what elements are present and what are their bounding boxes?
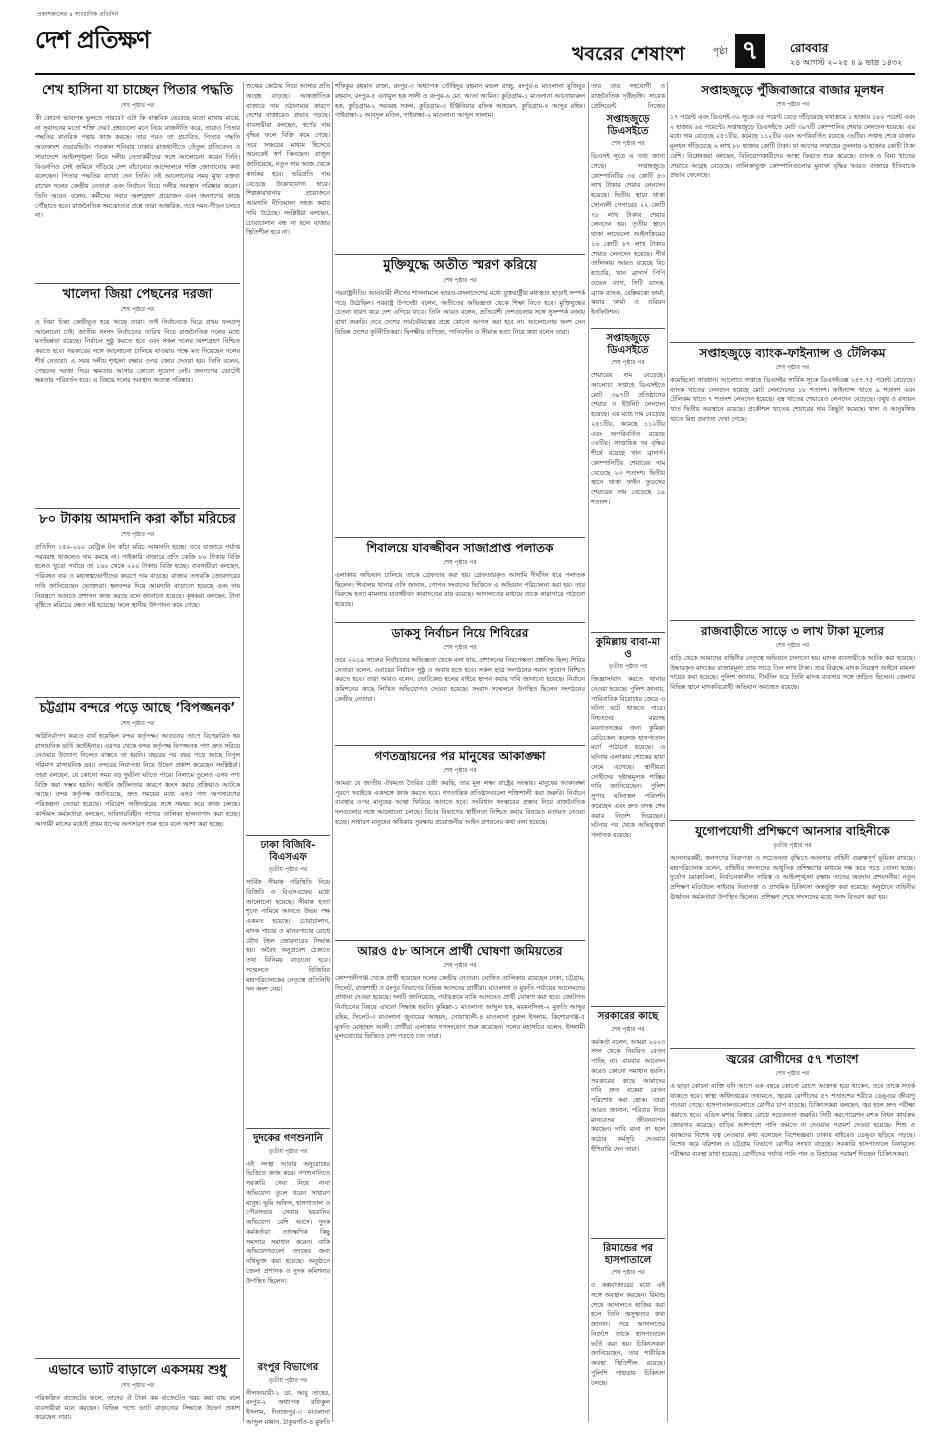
story-body: শুল্কের কোঠায় নিয়ে আসার প্রতি আগ্রহ বাড়ছে। আন্তর্জাতিক বাজারে দাম ওঠানামার কারণে দেশের বাজারেও প্রভাব পড়ছে। ব্যবসায়ীরা বলছেন, স্বর্ণের দাম বৃদ্ধির ফলে বিক্রি কমে গেছে। তবে সঞ্চয়ের মাধ্যম হিসেবে অনেকেই স্বর্ণ কিনছেন। বাজুস জানিয়েছে, নতুন দাম আজ থেকে কার্যকর হবে। ভরিপ্রতি দাম বেড়েছে উল্লেখযোগ্য হারে। শিল্পকারখানার প্রয়োজনে আমদানি নীতিমালা সহজ করার দাবি উঠেছে। সংশ্লিষ্টরা বলছেন, চোরাচালান বন্ধ না হলে বাজার স্থিতিশীল হবে না।	[246, 83, 330, 237]
section-title: খবরের শেষাংশ	[572, 43, 685, 65]
story-headline: দুদকের গণশুনানি	[253, 1133, 323, 1144]
story-dhaka-bgb	[246, 838, 330, 1128]
story-divider	[35, 1358, 240, 1359]
story-divider	[35, 697, 240, 698]
story-headline: ৮০ টাকায় আমদানি করা কাঁচা মরিচের	[39, 512, 236, 527]
story-ctg-port	[35, 700, 240, 1355]
story-candidates	[335, 943, 585, 1428]
story-headline: শেখ হাসিনা যা চাচ্ছেন পিতার পদ্ধতি	[42, 83, 233, 98]
story-body: কর্মকর্তা বলেন, আমরা ২০২৩ সাল থেকে নিয়মিত বেতন পাচ্ছি না। বারবার আবেদন করেও কোনো সমাধান হয়নি। সরকারের কাছে আমাদের দাবি দ্রুত বকেয়া বেতন পরিশোধ করা হোক। তারা আরও জানান, পরিবার নিয়ে মানবেতর জীবনযাপন করছেন। দাবি মানা না হলে কঠোর কর্মসূচি দেওয়ার হুঁশিয়ারি দেন তারা।	[591, 1038, 665, 1153]
story-body: ও কক্সবাজারের মধ্যে এই সঙ্গে অবস্থান করছেন। রিমান্ড শেষে আদালতে হাজির করা হলে তিনি অসুস্থতার কথা জানান। পরে আদালতের নির্দেশে তাকে হাসপাতালে ভর্তি করা হয়। চিকিৎসকরা জানিয়েছেন, তার শারীরিক অবস্থা স্থিতিশীল রয়েছে। পুলিশি পাহারায় চিকিৎসা চলছে।	[591, 1282, 665, 1387]
story-body: তবে ২০১৯ সালের নির্বাচনের অভিজ্ঞতা থেকে বলা যায়, প্রশাসনের নিরপেক্ষতা প্রশ্নবিদ্ধ ছিল। শিবির নেতারা বলেন, এবারের নির্বাচন সুষ্ঠু ও অবাধ হতে হবে। সকল ছাত্র সংগঠনের সমান সুযোগ নিশ্চিত করতে হবে। তারা আরও বলেন, ভোটকেন্দ্র হলের বাইরে স্থাপন করার দাবি জানানো হয়েছে। নির্বাচন কমিশনের কাছে লিখিত অভিযোগও দেওয়া হয়েছে। সংবাদ সম্মেলনে উপস্থিত ছিলেন সংগঠনের কেন্দ্রীয় নেতারা।	[335, 656, 585, 703]
story-divider	[670, 620, 915, 621]
story-body: আমরা যে জাতীয় ঐকমত্য তৈরির চেষ্টা করছি, তার মূল লক্ষ্য রাষ্ট্রের সংস্কার। মানুষের আকাঙ্ক্ষা পূরণে সবাইকে একসঙ্গে কাজ করতে হবে। গণতান্ত্রিক প্রতিষ্ঠানগুলো শক্তিশালী করা জরুরি। নির্বাচন ব্যবস্থার ওপর মানুষের আস্থা ফিরিয়ে আনতে হবে। সংবিধান সংস্কারের প্রস্তাব নিয়ে রাজনৈতিক দলগুলোর সঙ্গে আলোচনা চলছে। বিচার বিভাগের স্বাধীনতা নিশ্চিত করার বিষয়েও মতামত নেওয়া হচ্ছে। সাধারণ মানুষের অধিকার সুরক্ষায় প্রয়োজনীয় আইন প্রণয়নের কথা বলা হয়েছে।	[335, 779, 585, 826]
story-divider	[35, 283, 240, 284]
story-headline: সপ্তাহজুড়ে ডিএসইতে	[606, 114, 650, 137]
story-headline: চট্টগ্রাম বন্দরে পড়ে আছে ‘বিপজ্জনক’	[39, 701, 236, 716]
story-dateline: তৃতীয় পৃষ্ঠার পর	[268, 866, 308, 873]
story-dateline: শেষ পৃষ্ঠার পর	[120, 530, 155, 538]
story-dateline: শেষ পৃষ্ঠার পর	[443, 276, 477, 284]
masthead	[0, 0, 945, 80]
story-dateline: শেষ পৃষ্ঠার পর	[443, 766, 477, 774]
story-body: কোম্পানীগঞ্জ থেকে প্রার্থী হয়েছেন দলের কেন্দ্রীয় নেতারা। ঘোষিত তালিকায় রয়েছেন ঢাকা, চট্টগ্রাম, সিলেট, রাজশাহী ও রংপুর বিভাগের বিভিন্ন আসনের প্রার্থীরা। মাওলানা ও মুফতি পর্যায়ের আলেমদের প্রাধান্য দেওয়া হয়েছে। দলটি জানিয়েছে, পর্যায়ক্রমে বাকি আসনেও প্রার্থী ঘোষণা করা হবে। জোটগত নির্বাচনের বিষয়ে এখনো সিদ্ধান্ত হয়নি। কুমিল্লা-১ মাওলানা আব্দুল হক, ময়মনসিংহ-২ মুফতি আব্দুর রহিম, সিলেট-৩ মাওলানা জুবায়ের আহমদ, নোয়াখালী-৪ মাওলানা নুরুল ইসলাম, কিশোরগঞ্জ-৫ মুফতি মোহাম্মদ আলী। প্রার্থীরা এলাকায় গণসংযোগ শুরু করেছেন। দলের মহাসচিব বলেন, ইসলামী মূল্যবোধের ভিত্তিতে দেশ গড়তে চান তারা।	[335, 974, 585, 1041]
story-comilla	[591, 635, 665, 1005]
story-dateline: তৃতীয় পৃষ্ঠার পর	[268, 1376, 308, 1384]
story-sampad	[670, 82, 915, 342]
story-body: সার্বিক সীমান্ত পরিস্থিতি নিয়ে বিজিবি ও বিএসএফের মধ্যে আলোচনা হয়েছে। সীমান্ত হত্যা শূন্যে নামিয়ে আনতে উভয় পক্ষ একমত হয়েছে। চোরাচালান, মাদক পাচার ও মানবপাচার রোধে যৌথ টহল জোরদারের সিদ্ধান্ত হয়। অবৈধ অনুপ্রবেশ ঠেকাতে তথ্য বিনিময় বাড়ানো হবে। সম্মেলনে বিজিবির মহাপরিচালকের নেতৃত্বে প্রতিনিধি দল অংশ নেয়।	[246, 879, 330, 994]
story-body: পররাষ্ট্রনীতি। আওয়ামী লীগের শাসনামলে ভারত-বাংলাদেশের মধ্যে যুক্তরাষ্ট্রীয় মধ্যস্থতা ছাড়াই সম্পর্ক গড়ে উঠেছিল। পররাষ্ট্র উপদেষ্টা বলেন, অতীতের অভিজ্ঞতা থেকে শিক্ষা নিতে হবে। মুক্তিযুদ্ধের চেতনা ধারণ করে দেশ এগিয়ে যাবে। তিনি আরও বলেন, প্রতিবেশী দেশগুলোর সঙ্গে সুসম্পর্ক বজায় রাখা জরুরি। তবে দেশের সার্বভৌমত্বের প্রশ্নে কোনো আপস করা হবে না। আলোচনায় অংশ নেন বিভিন্ন দেশের কূটনীতিকরা। দ্বিপক্ষীয় বাণিজ্য, পানিবণ্টন ও সীমান্ত হত্যা নিয়ে কথা বলেন তারা।	[335, 289, 585, 336]
column-divider	[588, 82, 589, 1422]
story-headline: রাজবাড়ীতে সাড়ে ৩ লাখ টাকা মূল্যের	[701, 624, 884, 638]
column-divider	[243, 82, 244, 1422]
story-body: কী কোনো ভাবাপন্ন ভুলতে পারবে? এটা কি বাস্তবিক ভেবেছে মতো মাথায় মাঝে, না সুবাদনের মতো শক্তি দেয়? প্রশ্নগুলো মনে নিয়ে রাজনীতি করে, তারাও পিতার পদ্ধতির মানবিক পন্থায় কাজ করছে। তার পরও তা প্রচারিত, পিতার পদ্ধতি অনেকাংশ ওভারভিউ। গতকাল শনিবার ঢাকার রাজধানীতে তেঁতুল প্রতিবেদন ও সারাদেশে আইনশৃঙ্খলা নিয়ে দলীয় নেতাকর্মীদের সঙ্গে আলোচনা করেন তিনি। বিএনপিও সেই জমিনে দাঁড়িয়ে দেশ বাঁচানোর আন্দোলনে শক্তি জোগানোর কথা বলেছেন। পিতার পদ্ধতির ব্যাখ্যা দেন তিনি। ওই আলোচনার সময় মুখ্য বক্তব্য রাখেন দলের কেন্দ্রীয় নেতারা এবং নির্বাচন নিয়ে দলীয় অবস্থান পরিষ্কার করেন। তিনি আরও বলেন, কর্মীদের সবার অংশগ্রহণ প্রয়োজন এবং জনগণের কাছে পৌঁছাতে হবে। রাজনৈতিক সমঝোতার প্রশ্নে তারা আন্তরিক, তবে দমন-পীড়ন চলবে না।	[35, 114, 240, 220]
story-headline: যুগোপযোগী প্রশিক্ষণে আনসার বাহিনীকে	[695, 824, 890, 838]
story-headline: আরও ৫৮ আসনে প্রার্থী ঘোষণা জমিয়তের	[357, 944, 563, 958]
story-dateline: তৃতীয় পৃষ্ঠার পর	[608, 663, 648, 670]
story-body: কমেছিলো সাবধান। আলোচ্য সপ্তাহে ডিএসইর সার্বিক সূচক ডিএসইএক্স ১৪৭.৭৫ পয়েন্ট বেড়েছে। ব্যাংক খাতের লেনদেন হয়েছে মোট লেনদেনের ১৮ শতাংশ। ফাইন্যান্স খাতে ৯ শতাংশ এবং টেলিকম খাতে ৭ শতাংশ লেনদেন হয়েছে। বস্ত্র খাতের শেয়ারেও লেনদেন বেড়েছে। ওষুধ ও রসায়ন খাত দ্বিতীয় অবস্থানে রয়েছে। প্রকৌশল খাতের শেয়ারের দাম কিছুটা কমেছে। খাদ্য ও আনুষঙ্গিক খাতে মিশ্র প্রবণতা দেখা গেছে।	[670, 376, 915, 423]
story-divider	[670, 342, 915, 343]
story-gonotontro	[335, 748, 585, 938]
story-headline: রিমান্ডের পর হাসপাতালে	[602, 1243, 654, 1266]
story-dateline: শেষ পৃষ্ঠার পর	[120, 101, 155, 109]
story-headline: কুমিল্লায় বাবা-মা ও	[595, 637, 661, 660]
story-dateline: শেষ পৃষ্ঠার পর	[775, 1069, 810, 1077]
story-divider	[670, 1048, 915, 1049]
story-headline: সরকারের কাছে	[597, 1011, 659, 1022]
newspaper-logo: দেশ প্রতিক্ষণ	[35, 26, 150, 54]
story-rajbari	[670, 623, 915, 820]
story-divider	[335, 254, 585, 255]
story-body: নীলফামারী-১ ডা. আবু তাহের, রংপুর-২ অধ্যাপক রফিকুল ইসলাম, দিনাজপুর-৩ মাওলানা আব্দুল মান্নান, ঠাকুরগাঁও-৪ মুফতি	[246, 1389, 330, 1426]
story-divider	[591, 1238, 665, 1239]
story-muktijuddho	[335, 257, 585, 535]
story-body: ডিএসই সূত্রে এ তথ্য জানা গেছে। সপ্তাহজুড়ে কোম্পানিটির ৩৫ কোটি ৫৩ লাখ টাকার শেয়ার লেনদেন হয়েছে। দ্বিতীয় স্থানে থাকা সোনালী পেপারের ২২ কোটি ৭৮ লাখ টাকার শেয়ার লেনদেন হয়। তৃতীয় স্থানে থাকা লাভেলো আইসক্রিমের ১৬ কোটি ৮৭ লাখ টাকার শেয়ার লেনদেন হয়েছে। শীর্ষ তালিকায় আরও রয়েছে বিচ হ্যাচারি, খান ব্রাদার্স পিপি ওভেন ব্যাগ, সিটি ব্যাংক, ব্র্যাক ব্যাংক, বেক্সিমকো ফার্মা, স্কয়ার ফার্মা ও ওরিয়ন ইনফিউশন।	[591, 153, 665, 316]
story-dateline: শেষ পৃষ্ঠার পর	[611, 359, 645, 366]
story-divider	[591, 1006, 665, 1007]
story-divider	[591, 328, 665, 329]
issue-date: ২৪ আগস্ট ২০২৫ ॥ ৯ ভাদ্র ১৪৩২	[790, 58, 903, 67]
story-body: ও নিয়া চিন্তা কেন্দ্রীভূত হয়ে আছে তারা। তাই নির্বাচনকে ঘিরে প্রথম ফলপ্রসূ আলোচনা চাই। জাতীয় সংসদ নির্বাচনের তারিখ নিয়ে রাজনৈতিক দলের মধ্যে মতভিন্নতা রয়েছে। নির্বাচন সুষ্ঠু করতে হবে এবং সকল দলের অংশগ্রহণ নিশ্চিত করতে হবে। সরকারের সঙ্গে আলোচনা চালিয়ে যাওয়ার পক্ষে মত দিয়েছেন দলের শীর্ষ নেতারা। এ সময় দলীয় শৃঙ্খলা রক্ষার ওপর জোর দেওয়া হয়। তিনি বলেন, পেছনের দরজা দিয়ে ক্ষমতায় আসার কোনো সুযোগ নেই। জনগণের ভোটেই ক্ষমতার পরিবর্তন হবে। এ বিষয়ে দলের অবস্থান অত্যন্ত পরিষ্কার।	[35, 318, 240, 385]
story-divider	[335, 745, 585, 746]
story-dateline: শেষ পৃষ্ঠার পর	[120, 1381, 155, 1389]
story-body: শফিকুর রহমান রাজা, রংপুর-৩ অধ্যাপক তৌহিদুর রহমান মন্ডল রাজু, রংপুর-৪ মাওলানা মুজিবুর রহমান, রংপুর-৫ এনামুল হক সালী ও রংপুর-৬ মো. আতা আমিন। কুড়িগ্রাম-১ মাওলানা আনোয়ারুল হক, কুড়িগ্রাম-২ সরবরহ সকল, কুড়িগ্রাম-৩ ইঞ্জিনিয়ার রফিক আহমেদ, কুড়িগ্রাম-৪ আব্দুর রহিম। গাইবান্ধা-১ আবদুল মতিন, গাইবান্ধা-২ মাওলানা আব্দুস সালাম।	[335, 83, 585, 120]
story-headline: গণতন্ত্রায়নের পর মানুষের আকাঙ্ক্ষা	[374, 749, 546, 763]
story-headline: এভাবে ভ্যাট বাড়ালে একসময় শুধু	[48, 1363, 227, 1378]
story-body: পরিকল্পিত বাজেটের ফলে, তাদের ঐ টাকা কম বাজেটেও খরচ করা যায় বলে ব্যবসায়ীরা মনে করছেন। বিভিন্ন পণ্যে ভ্যাট বাড়ানোর সিদ্ধান্তে উদ্বেগ প্রকাশ করেছেন তারা।	[35, 1394, 240, 1422]
story-body: এ ছাড়া কোনো ব্যক্তি যদি আগে এক বছরে কোনো রোগে আক্রান্ত হয়ে থাকেন, তবে তাকে সতর্ক থাকতে হবে। স্বাস্থ্য অধিদপ্তরের তথ্যমতে, জ্বরের রোগীদের ৫৭ শতাংশের শরীরে ডেঙ্গুর জীবাণু পাওয়া গেছে। হাসপাতালগুলোতে রোগীর চাপ বাড়ছে। চিকিৎসকরা বলছেন, জ্বর হলে দ্রুত পরীক্ষা করাতে হবে। এডিস মশার বিস্তার রোধে সচেতনতা জরুরি। সিটি করপোরেশন মশক নিধন কার্যক্রম জোরদার করেছে। বাড়ির আশপাশে পানি জমতে না দেওয়ার পরামর্শ দেওয়া হয়েছে। শিশু ও বয়স্কদের বিশেষ যত্ন নেওয়ার কথা বলেছেন বিশেষজ্ঞরা। ঢাকার বাইরেও ডেঙ্গু ছড়িয়ে পড়ছে। বিশেষ করে বরিশাল ও চট্টগ্রাম বিভাগে রোগীর সংখ্যা বাড়ছে। সরকারি হাসপাতালে বিনামূল্যে পরীক্ষার ব্যবস্থা রাখা হয়েছে। রোগীদের পর্যাপ্ত পানি পান ও বিশ্রামের পরামর্শ দিচ্ছেন চিকিৎসকরা।	[670, 1082, 915, 1159]
story-divider	[246, 1128, 330, 1129]
story-divider	[35, 508, 240, 509]
story-headline: ঢাকা বিজিবি-বিএসএফ	[260, 840, 316, 863]
story-headline: শিবালয়ে যাবজ্জীবন সাজাপ্রাপ্ত পলাতক	[366, 541, 554, 555]
story-bank	[670, 345, 915, 620]
masthead-tagline: প্রকাশকালের ৪ সাংবাদিক প্রতিদিন	[37, 11, 119, 18]
story-dateline: শেষ পৃষ্ঠার পর	[611, 1025, 645, 1033]
story-body: বাড়ি থেকে আমাদের বাহিনীর নেতৃত্বে অভিযান চালানো হয়। মাদক ব্যবসায়ীকে আটক করা হয়েছে। উদ্ধারকৃত মাদকের বাজারমূল্য প্রায় সাড়ে তিন লাখ টাকা। তার বিরুদ্ধে মাদক নিয়ন্ত্রণ আইনে মামলা দায়ের করা হয়েছে। পুলিশ জানায়, দীর্ঘদিন ধরে তিনি মাদক ব্যবসার সঙ্গে জড়িত ছিলেন। জেলার বিভিন্ন স্থানে মাদকবিরোধী অভিযান অব্যাহত রয়েছে।	[670, 654, 915, 692]
page-label: পৃষ্ঠা	[713, 47, 728, 57]
column-divider	[667, 82, 668, 1422]
story-body: অগ্নিনির্বাপণ করতে ব্যর্থ হয়েছিল বন্দর কর্তৃপক্ষ। আগুনের তাপে বিস্ফোরিত হয় রাসায়নিক ভর্তি কন্টেইনার। এরপর থেকে বন্দর কর্তৃপক্ষ বিপজ্জনক পণ্য দ্রুত সরিয়ে নেওয়ার উদ্যোগ নিলেও বাস্তবে তা হয়নি। বছরের পর বছর পড়ে আছে বিপুল পরিমাণ রাসায়নিক দ্রব্য। বন্দরের নিরাপত্তা নিয়ে উদ্বেগ প্রকাশ করেছেন সংশ্লিষ্টরা। তারা বলছেন, যে কোনো সময় বড় দুর্ঘটনা ঘটতে পারে। নিলামে তুলেও এসব পণ্য বিক্রি করা সম্ভব হয়নি। আইনি জটিলতার কারণে ধ্বংস করার প্রক্রিয়াও আটকে আছে। বন্দর কর্তৃপক্ষ জানিয়েছে, দ্রুত সময়ের মধ্যে এসব পণ্য অপসারণের পরিকল্পনা নেওয়া হয়েছে। পরিবেশ অধিদপ্তরের সঙ্গে সমন্বয় করে কাজ চলছে। কাস্টমস কর্মকর্তারা বলছেন, দাবিদারবিহীন পণ্যের তালিকা হালনাগাদ করা হচ্ছে। আগামী মাসের মধ্যেই প্রথম ধাপের অপসারণ শুরু হবে বলে আশা করা হচ্ছে।	[35, 732, 240, 828]
masthead-rule	[35, 73, 915, 75]
story-dateline: শেষ পৃষ্ঠার পর	[120, 305, 155, 313]
issue-day: রোববার	[790, 41, 829, 55]
story-sarkar	[591, 1009, 665, 1237]
story-khaleda	[35, 286, 240, 506]
column-divider	[332, 82, 333, 1422]
story-dateline: শেষ পৃষ্ঠার পর	[443, 643, 477, 651]
story-dateline: শেষ পৃষ্ঠার পর	[120, 719, 155, 727]
story-dakshu	[335, 625, 585, 743]
story-headline: জ্বরের রোগীদের ৫৭ শতাংশ	[726, 1052, 859, 1066]
story-shibalay	[335, 540, 585, 620]
story-dateline: তৃতীয় পৃষ্ঠার পর	[773, 841, 812, 849]
story-ansar	[670, 823, 915, 1048]
story-divider	[335, 622, 585, 623]
story-onion	[35, 511, 240, 696]
story-body: আনসারকর্মী, জনগণের নিরাপত্তা ও সচেতনতা বৃদ্ধিতে আনসার বাহিনী গুরুত্বপূর্ণ ভূমিকা রাখছে। মহাপরিচালক বলেন, বাহিনীর সদস্যদের আধুনিক প্রশিক্ষণের মাধ্যমে দক্ষ করে গড়ে তোলা হচ্ছে। দুর্যোগ মোকাবিলা, নির্বাচনকালীন দায়িত্ব ও আইনশৃঙ্খলা রক্ষায় তাদের অবদান প্রশংসনীয়। নতুন প্রশিক্ষণ মডিউলে সাইবার নিরাপত্তা ও প্রাথমিক চিকিৎসা অন্তর্ভুক্ত করা হয়েছে। অনুষ্ঠানে বাহিনীর ঊর্ধ্বতন কর্মকর্তারা উপস্থিত ছিলেন। প্রশিক্ষণ শেষে সদস্যদের মধ্যে সনদ বিতরণ করা হয়।	[670, 854, 915, 901]
story-dateline: তৃতীয় পৃষ্ঠার পর	[268, 1147, 308, 1155]
story-dateline: শেষ পৃষ্ঠার পর	[611, 140, 645, 147]
story-divider	[591, 632, 665, 633]
story-dateline: শেষ পৃষ্ঠার পর	[611, 1269, 645, 1276]
story-dateline: শেষ পৃষ্ঠার পর	[775, 363, 810, 371]
story-headline: ডাকসু নির্বাচন নিয়ে শিবিরের	[391, 626, 529, 640]
story-gold-continued	[246, 82, 330, 832]
page-number: ৭	[735, 34, 765, 68]
story-body: ১৭ পয়েন্ট এবং ডিএসই-৩০ সূচক ৩৫ পয়েন্ট বেড়ে দাঁড়িয়েছে যথাক্রমে ১ হাজার ১৮০ পয়েন্ট এবং ২ হাজার ৬৫ পয়েন্টে। সপ্তাহজুড়ে ডিএসইতে মোট ৩৯৭টি কোম্পানির শেয়ার লেনদেন হয়েছে। এর মধ্যে দাম বেড়েছে ২৫১টির, কমেছে ১১২টির এবং অপরিবর্তিত রয়েছে ৩৪টির। সপ্তাহ শেষে বাজার মূলধন দাঁড়িয়েছে ৬ লাখ ৮৮ হাজার কোটি টাকা। যা আগের সপ্তাহের তুলনায় ৬ হাজার কোটি টাকা বেশি। বিশ্লেষকরা বলছেন, বিনিয়োগকারীদের আস্থা ফিরতে শুরু করেছে। ব্যাংক ও বিমা খাতের শেয়ারে আগ্রহ বেড়েছে। তালিকাভুক্ত কোম্পানিগুলোর মুনাফা বৃদ্ধির খবরও বাজারে ইতিবাচক প্রভাব ফেলেছে।	[670, 113, 915, 180]
story-hasina	[35, 82, 240, 282]
story-dateline: শেষ পৃষ্ঠার পর	[443, 961, 477, 969]
story-rishad	[591, 1241, 665, 1427]
story-divider	[246, 835, 330, 836]
story-headline: সপ্তাহজুড়ে পুঁজিবাজারে বাজার মূলধন	[701, 83, 884, 97]
story-body: এলাকায় অভিযান চালিয়ে তাকে গ্রেফতার করা হয়। গ্রেফতারকৃত আসামি দীর্ঘদিন ধরে পলাতক ছিলেন। শিবালয় থানার ওসি জানান, গোপন সংবাদের ভিত্তিতে এ অভিযান পরিচালনা করা হয়। তার বিরুদ্ধে হত্যা মামলায় যাবজ্জীবন কারাদণ্ডের রায় রয়েছে। আদালতের মাধ্যমে তাকে কারাগারে পাঠানো হয়েছে।	[335, 571, 585, 609]
story-body: শেয়ারের দাম বেড়েছে। আলোচ্য সপ্তাহে ডিএসইতে মোট ৩৯৭টি প্রতিষ্ঠানের শেয়ার ও ইউনিট লেনদেন হয়েছে। এর মধ্যে দাম বেড়েছে ২৫১টির, কমেছে ১১২টির এবং অপরিবর্তিত রয়েছে ৩৪টির। সাপ্তাহিক দর বৃদ্ধির শীর্ষে রয়েছে খান ব্রাদার্স। কোম্পানিটির শেয়ারের দাম বেড়েছে ২৩ শতাংশ। দ্বিতীয় স্থানে থাকা ফাইন ফুডসের শেয়ারের দাম বেড়েছে ১৯ শতাংশ।	[591, 372, 665, 506]
story-headline: সপ্তাহজুড়ে ব্যাংক-ফাইন্যান্স ও টেলিকম	[699, 346, 886, 360]
story-candidates-top	[335, 82, 585, 252]
story-dengue	[670, 1051, 915, 1427]
story-body: তার তার সহযোগী ও রাজনৈতিক দৃষ্টিভঙ্গি। সাবেক প্রেসিডেন্ট নিজের	[591, 83, 665, 110]
story-headline: খালেদা জিয়া পেছনের দরজা	[62, 287, 213, 302]
story-divider	[335, 940, 585, 941]
story-rangpur	[246, 1360, 330, 1426]
story-divider	[335, 537, 585, 538]
story-dateline: শেষ পৃষ্ঠার পর	[443, 558, 477, 566]
story-headline: মুক্তিযুদ্ধে অতীত স্মরণ করিয়ে	[383, 258, 537, 273]
story-body: প্রতিদিন ১৫০-২০০ মেট্রিক টন কাঁচা মরিচ আমদানি হচ্ছে। তবে বাজারে পর্যাপ্ত সরবরাহ থাকলেও দাম কমছে না। পাইকারি বাজারে প্রতি কেজি ৮০ টাকায় বিক্রি হলেও খুচরা পর্যায়ে তা ১৬০ থেকে ২০০ টাকায় বিক্রি হচ্ছে। ব্যবসায়ীরা বলছেন, পরিবহন ব্যয় ও মধ্যস্বত্বভোগীদের কারণে দাম বাড়ছে। বাজার তদারকি জোরদারের দাবি জানিয়েছেন ভোক্তারা। স্থলবন্দর দিয়ে আমদানি বাড়ানো হয়েছে এবং দাম নিয়ন্ত্রণে আনতে প্রশাসন কাজ করছে বলে জানানো হয়েছে। কৃষকরা বলছেন, টানা বৃষ্টিতে মরিচের ক্ষেত নষ্ট হয়েছে। ফলে স্থানীয় উৎপাদন কমে গেছে।	[35, 543, 240, 610]
story-body: জিজ্ঞাসাবাদ করতে থানায় নেওয়া হয়েছে। পুলিশ জানায়, পারিবারিক বিরোধের জেরে এ ঘটনা ঘটে থাকতে পারে। নিহতদের মরদেহ ময়নাতদন্তের জন্য কুমিল্লা মেডিকেল কলেজ হাসপাতাল মর্গে পাঠানো হয়েছে। এ ঘটনায় এলাকায় শোকের ছায়া নেমে এসেছে। স্থানীয়রা দোষীদের দৃষ্টান্তমূলক শাস্তির দাবি জানিয়েছেন। পুলিশ সুপার ঘটনাস্থল পরিদর্শন করেছেন এবং দ্রুত তদন্ত শেষ করার নির্দেশ দিয়েছেন। ঘটনার পর থেকে অভিযুক্তরা পলাতক রয়েছে।	[591, 676, 665, 839]
story-vat	[35, 1362, 240, 1427]
story-divider	[670, 820, 915, 821]
story-saptahajure-dse-2	[591, 331, 665, 631]
story-dateline: শেষ পৃষ্ঠার পর	[775, 641, 810, 649]
story-dateline: শেষ পৃষ্ঠার পর	[775, 100, 810, 108]
story-top-right-continued	[591, 82, 665, 112]
story-body: এই সংস্থা আবার অনুরোধের ভিত্তিতে কাজ করে। গণশুনানিতে সরকারি সেবা নিয়ে নানা অভিযোগ তুলে ধরেন সাধারণ মানুষ। ভূমি অফিস, হাসপাতাল ও পৌরসভার সেবায় হয়রানির অভিযোগ বেশি আসে। দুদক কর্মকর্তারা তাৎক্ষণিক কিছু সমস্যার সমাধান করেন। বাকি অভিযোগগুলো তদন্তের জন্য নথিভুক্ত করা হয়েছে। অনুষ্ঠানে জেলা প্রশাসক ও দুদক কমিশনার উপস্থিত ছিলেন।	[246, 1160, 330, 1285]
story-headline: রংপুর বিভাগের	[257, 1362, 319, 1373]
story-headline: সপ্তাহজুড়ে ডিএসইতে	[606, 333, 650, 356]
story-saptahajure-dse	[591, 112, 665, 327]
